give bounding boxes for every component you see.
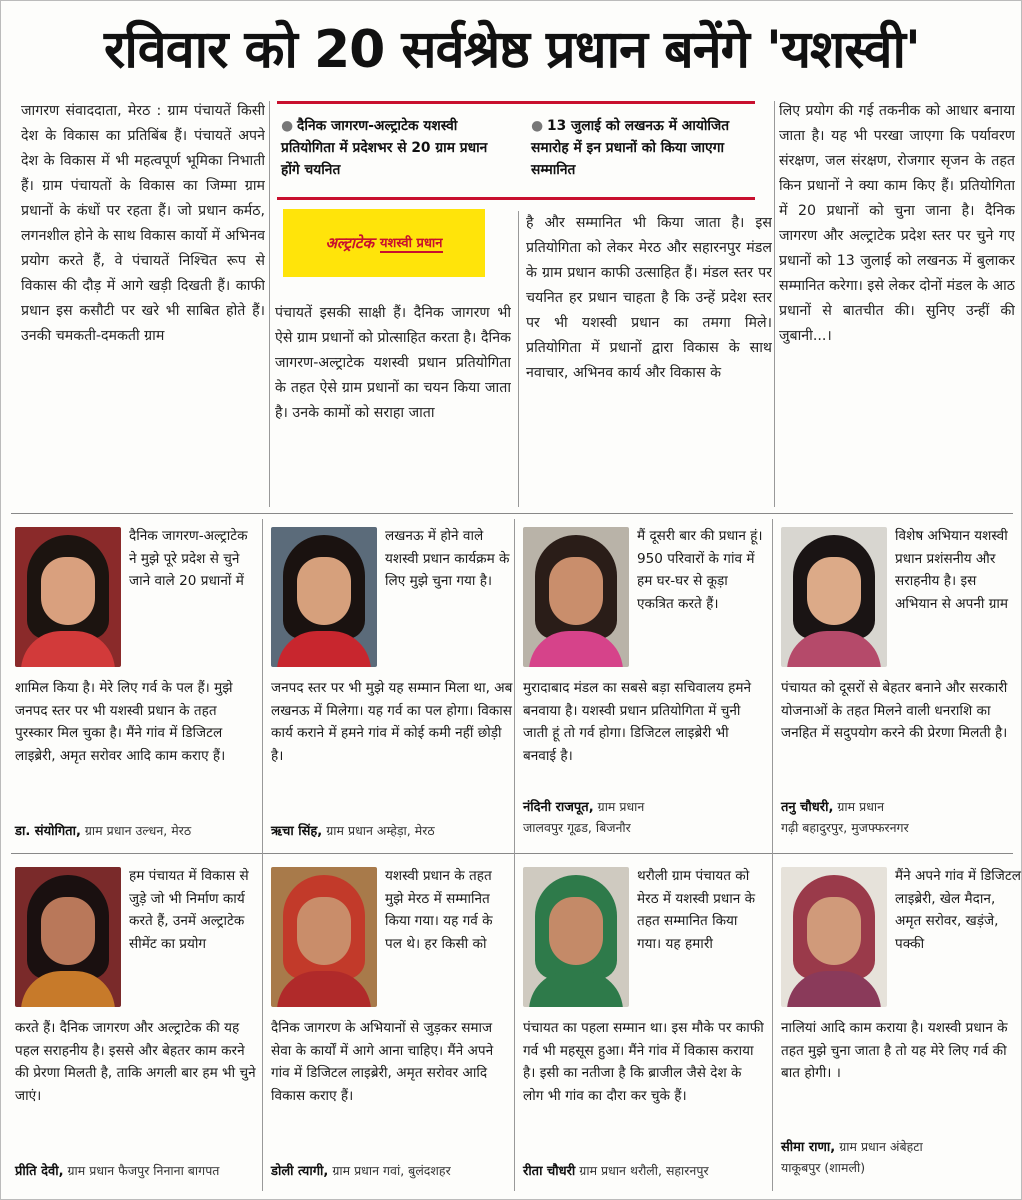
pradhan-photo [15,527,121,667]
pradhan-photo [523,527,629,667]
pradhan-signature [523,797,767,838]
column-divider [774,101,775,507]
quote-text: दैनिक जागरण-अल्ट्राटेक ने मुझे पूरे प्रदेश से चुने जाने वाले 20 प्रधानों में [129,528,248,590]
quote-text-continued: जनपद स्तर पर भी मुझे यह सम्मान मिला था, अब लखनऊ में मिलेगा। यह गर्व का पल होगा। विकास कार्य कराने में हमने गांव में कोई कमी नहीं छोड़ी है। [271,680,513,764]
quote-text: विशेष अभियान यशस्वी प्रधान प्रशंसनीय और सराहनीय है। इस अभियान से अपनी ग्राम [895,528,1009,612]
pradhan-signature [271,821,515,842]
pradhan-name: सीमा राणा, [781,1140,836,1155]
pradhan-card [267,519,517,845]
article-column-4: लिए प्रयोग की गई तकनीक को आधार बनाया जाता है। यह भी परखा जाएगा कि पर्यावरण संरक्षण, जल संरक्षण, रोजगार सृजन के तहत किन प्रधानों ने क्या काम किए हैं। प्रतियोगिता में 20 प्रधानों को चुना जाना है। दैनिक जागरण और अल्ट्राटेक प्रदेश स्तर पर चुने गए प्रधानों को 13 जुलाई को लखनऊ में बुलाकर सम्मानित करेगा। इसे लेकर दोनों मंडल के आठ प्रधानों से बातचीत की। सुनिए उन्हीं की जुबानी...। [779,103,1015,344]
pradhan-desc: ग्राम प्रधान अंबेहटा [839,1139,923,1154]
column-divider [269,101,270,507]
article-column-2: पंचायतें इसकी साक्षी हैं। दैनिक जागरण भी ऐसे ग्राम प्रधानों को प्रोत्साहित करता है। दैनिक जागरण-अल्ट्राटेक यशस्वी प्रधान प्रतियोगिता के तहत ऐसे ग्राम प्रधानों का चयन किया जाता है। उनके कामों को सराहा जाता [275,305,511,421]
pradhan-desc-line2: जालवपुर गूढड, बिजनौर [523,820,631,835]
quote-text-continued: शामिल किया है। मेरे लिए गर्व के पल हैं। मुझे जनपद स्तर पर भी यशस्वी प्रधान के तहत पुरस्कार मिल चुका है। मैंने गांव में डिजिटल लाइब्रेरी, अमृत सरोवर आदि काम कराए हैं। [15,680,233,764]
pradhan-card [11,519,261,845]
pradhan-desc: ग्राम प्रधान थरौली, सहारनपुर [579,1163,709,1178]
quote-text: यशस्वी प्रधान के तहत मुझे मेरठ में सम्मानित किया गया। यह गर्व के पल थे। हर किसी को [385,868,493,952]
logo-brand: अल्ट्राटेक [325,234,374,252]
card-divider [772,519,773,1191]
highlight-item: ● दैनिक जागरण-अल्ट्राटेक यशस्वी प्रतियोगिता में प्रदेशभर से 20 ग्राम प्रधान होंगे चयनित [281,118,488,178]
quote-text: थरौली ग्राम पंचायत को मेरठ में यशस्वी प्रधान के तहत सम्मानित किया गया। यह हमारी [637,868,756,952]
pradhan-name: तनु चौधरी, [781,800,834,815]
headline: रविवार को 20 सर्वश्रेष्ठ प्रधान बनेंगे 'यशस्वी' [104,20,920,80]
quote-text: हम पंचायत में विकास से जुड़े जो भी निर्माण कार्य करते हैं, उनमें अल्ट्राटेक सीमेंट का प्रयोग [129,868,249,952]
pradhan-signature [15,821,259,842]
pradhan-name: डोली त्यागी, [271,1164,329,1179]
pradhan-photo [523,867,629,1007]
pradhan-desc: ग्राम प्रधान फैजपुर निनाना बागपत [67,1163,220,1178]
highlight-box [277,101,755,201]
highlight-item: ● 13 जुलाई को लखनऊ में आयोजित समारोह में इन प्रधानों को किया जाएगा सम्मानित [531,118,730,178]
highlight-bottom-rule [277,197,755,200]
pradhan-desc-line2: याकूबपुर (शामली) [781,1160,866,1175]
pradhan-name: प्रीति देवी, [15,1164,64,1179]
pradhan-desc: ग्राम प्रधान [597,799,645,814]
pradhan-signature [781,797,1022,838]
quote-text-continued: पंचायत का पहला सम्मान था। इस मौके पर काफी गर्व भी महसूस हुआ। मैंने गांव में विकास कराया है। इसी का नतीजा है कि ब्राजील जैसे देश के लोग भी गांव का दौरा कर चुके हैं। [523,1020,764,1104]
pradhan-desc: ग्राम प्रधान उल्धन, मेरठ [84,823,192,838]
column-divider [518,211,519,507]
pradhan-signature [15,1161,259,1182]
highlight-top-rule [277,101,755,104]
pradhan-desc-line2: गढ़ी बहादुरपुर, मुजफ्फरनगर [781,820,909,835]
pradhan-desc: ग्राम प्रधान गवां, बुलंदशहर [332,1163,451,1178]
quote-text: मैं दूसरी बार की प्रधान हूं। 950 परिवारों के गांव में हम घर-घर से कूड़ा एकत्रित करते हैं। [637,528,763,612]
ultratech-logo [283,209,485,277]
pradhan-desc: ग्राम प्रधान अम्हेड़ा, मेरठ [326,823,435,838]
pradhan-name: रीता चौधरी [523,1164,576,1179]
bullet-icon: ● [531,118,544,134]
article-column-1: जागरण संवाददाता, मेरठ : ग्राम पंचायतें किसी देश के विकास का प्रतिबिंब हैं। पंचायतें अपने देश के विकास में भी महत्वपूर्ण भूमिका निभाती हैं। ग्राम पंचायतों के विकास का जिम्मा ग्राम प्रधानों के कंधों पर रहता हैं। जो प्रधान कर्मठ, लगनशील होने के साथ विकास कार्यो में अभिनव प्रयोग करते हैं, वे पंचायतें निश्चित रूप से विकास की दौड़ में आगे खड़ी दिखती हैं। काफी प्रधान इस कसौटी पर खरे भी साबित होते हैं। उनकी चमकती-दमकती ग्राम [21,103,265,344]
pradhan-photo [271,867,377,1007]
pradhan-card [11,859,261,1185]
section-separator [11,853,1013,854]
pradhan-card [519,859,769,1185]
pradhan-photo [15,867,121,1007]
quote-text-continued: दैनिक जागरण के अभियानों से जुड़कर समाज सेवा के कार्यों में आगे आना चाहिए। मैंने अपने गांव में डिजिटल लाइब्रेरी, अमृत सरोवर आदि विकास कराए हैं। [271,1020,494,1104]
quote-text: लखनऊ में होने वाले यशस्वी प्रधान कार्यक्रम के लिए मुझे चुना गया है। [385,528,510,590]
article-column-3: है और सम्मानित भी किया जाता है। इस प्रतियोगिता को लेकर मेरठ और सहारनपुर मंडल के ग्राम प्रधान काफी उत्साहित हैं। मंडल स्तर पर चयनित हर प्रधान चाहता है कि उन्हें प्रदेश स्तर पर भी यशस्वी प्रधान का तमगा मिले। प्रतियोगिता में प्रधानों द्वारा विकास के साथ नवाचार, अभिनव कार्य और विकास के [526,215,772,381]
pradhan-signature [523,1161,767,1182]
quote-text-continued: मुरादाबाद मंडल का सबसे बड़ा सचिवालय हमने बनवाया है। यशस्वी प्रधान प्रतियोगिता में चुनी जाती हूं तो गर्व होगा। डिजिटल लाइब्रेरी भी बनवाई है। [523,680,752,764]
section-separator [11,513,1013,514]
pradhan-photo [781,527,887,667]
quote-text: मैंने अपने गांव में डिजिटल लाइब्रेरी, खेल मैदान, अमृत सरोवर, खड़ंजे, पक्की [895,868,1021,952]
pradhan-photo [781,867,887,1007]
pradhan-card [519,519,769,845]
quote-text-continued: करते हैं। दैनिक जागरण और अल्ट्राटेक की यह पहल सराहनीय है। इससे और बेहतर काम करने की प्रेरणा मिलती है, ताकि अगली बार हम भी चुने जाएं। [15,1020,256,1104]
pradhan-card [777,519,1022,845]
quote-text-continued: पंचायत को दूसरों से बेहतर बनाने और सरकारी योजनाओं के तहत मिलने वाली धनराशि का जनहित में सदुपयोग करने की प्रेरणा मिलती है। [781,680,1008,742]
logo-tag: यशस्वी प्रधान [380,233,443,253]
pradhan-signature [781,1137,1022,1178]
pradhan-desc: ग्राम प्रधान [837,799,885,814]
card-divider [262,519,263,1191]
pradhan-name: डा. संयोगिता, [15,824,81,839]
pradhan-photo [271,527,377,667]
pradhan-card [777,859,1022,1185]
quote-text-continued: नालियां आदि काम कराया है। यशस्वी प्रधान के तहत मुझे चुना जाता है तो यह मेरे लिए गर्व की बात होगी। । [781,1020,1008,1082]
pradhan-name: ऋचा सिंह, [271,824,323,839]
pradhan-signature [271,1161,515,1182]
pradhan-name: नंदिनी राजपूत, [523,800,594,815]
bullet-icon: ● [281,118,294,134]
pradhan-card [267,859,517,1185]
